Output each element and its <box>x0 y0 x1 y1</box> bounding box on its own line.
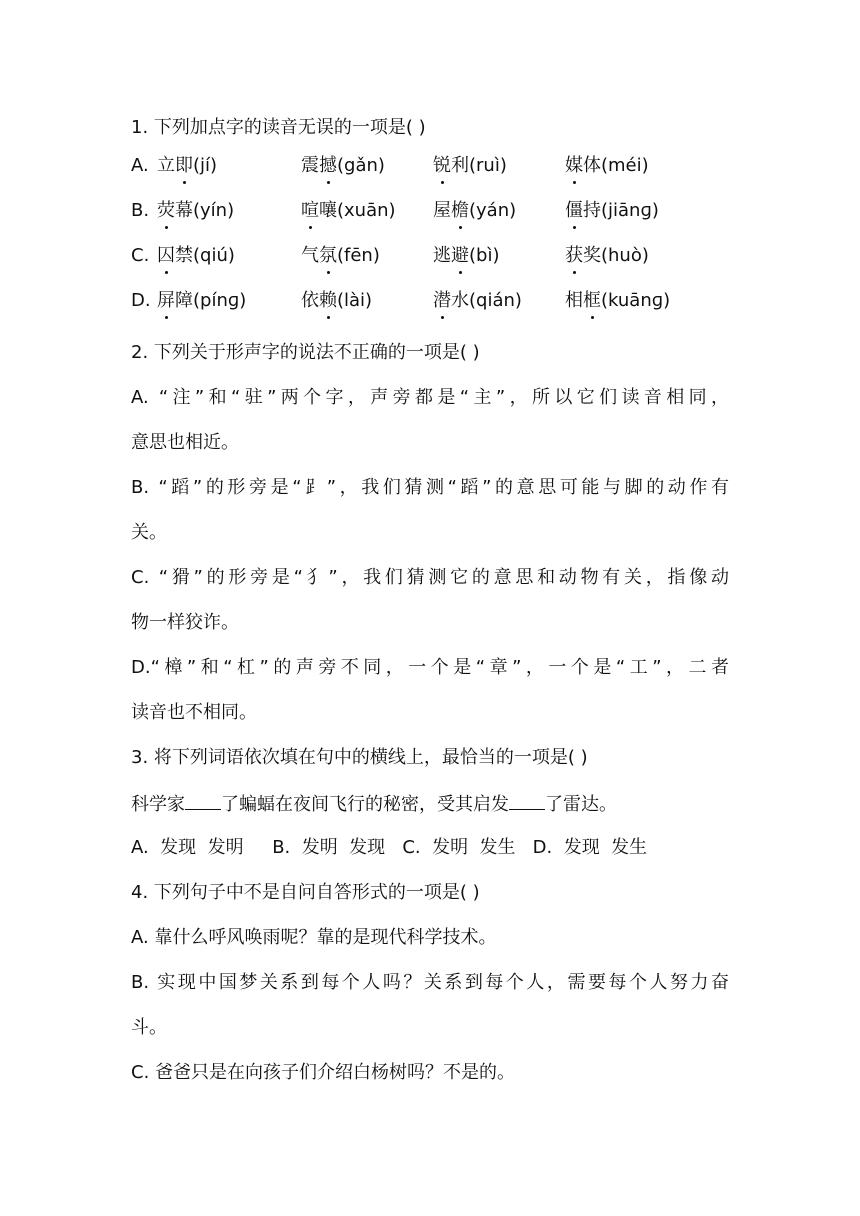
character: 依 <box>301 290 319 311</box>
sentence-part-2: 了蝙蝠在夜间飞行的秘密，受其启发 <box>221 794 509 815</box>
dotted-character: 避 <box>451 245 469 266</box>
character: 嚷 <box>319 200 337 221</box>
question-2-option-b-line-1: B. “蹈”的形旁是“⻊”，我们猜测“蹈”的意思可能与脚的动作有 <box>131 477 729 498</box>
option-word <box>301 199 396 223</box>
character: 持 <box>583 200 601 221</box>
question-3-options: A. 发现 发明 B. 发明 发现 C. 发明 发生 D. 发现 发生 <box>131 837 648 858</box>
option-word <box>157 244 235 268</box>
option-word <box>565 244 649 268</box>
dotted-character: 撼 <box>319 155 337 176</box>
dotted-character: 赖 <box>319 290 337 311</box>
character: 立 <box>157 155 175 176</box>
option-word <box>157 199 234 223</box>
character: 幕 <box>175 200 193 221</box>
fill-blank-2 <box>509 791 545 810</box>
option-word <box>157 154 217 178</box>
sentence-part-3: 了雷达。 <box>545 794 617 815</box>
option-word <box>301 289 372 313</box>
option-word <box>301 244 380 268</box>
pinyin: (xuān) <box>337 200 396 221</box>
dotted-character: 氛 <box>319 245 337 266</box>
pinyin: (pínɡ) <box>193 290 247 311</box>
option-word <box>565 154 649 178</box>
character: 逃 <box>433 245 451 266</box>
pinyin: (yán) <box>469 200 517 221</box>
pinyin: (fēn) <box>337 245 380 266</box>
pinyin: (qiú) <box>193 245 235 266</box>
question-4-option-a: A. 靠什么呼风唤雨呢？靠的是现代科学技术。 <box>131 927 497 948</box>
option-word <box>433 199 516 223</box>
character: 屋 <box>433 200 451 221</box>
dotted-character: 屏 <box>157 290 175 311</box>
question-2-option-c-line-2: 物一样狡诈。 <box>131 612 239 633</box>
dotted-character: 锐 <box>433 155 451 176</box>
character: 障 <box>175 290 193 311</box>
option-word <box>433 289 522 313</box>
pinyin: (jí) <box>193 155 218 176</box>
question-2-stem: 2. 下列关于形声字的说法不正确的一项是( ) <box>131 342 480 363</box>
question-3-sentence <box>131 791 617 817</box>
option-letter: D. <box>131 290 151 311</box>
option-word <box>157 289 246 313</box>
question-2-option-d-line-2: 读音也不相同。 <box>131 702 257 723</box>
pinyin: (ruì) <box>469 155 507 176</box>
dotted-character: 僵 <box>565 200 583 221</box>
question-2-option-a-line-1: A. “注”和“驻”两个字，声旁都是“主”，所以它们读音相同， <box>131 387 729 408</box>
option-word <box>433 154 507 178</box>
question-4-stem: 4. 下列句子中不是自问自答形式的一项是( ) <box>131 882 480 903</box>
pinyin: (gǎn) <box>337 155 385 176</box>
pinyin: (huò) <box>601 245 649 266</box>
pinyin: (kuānɡ) <box>601 290 671 311</box>
option-letter: A. <box>131 155 149 176</box>
character: 奖 <box>583 245 601 266</box>
option-word <box>565 199 659 223</box>
pinyin: (jiānɡ) <box>601 200 659 221</box>
option-word <box>565 289 670 313</box>
question-2-option-a-line-2: 意思也相近。 <box>131 432 239 453</box>
character: 相 <box>565 290 583 311</box>
character: 禁 <box>175 245 193 266</box>
option-letter: C. <box>131 245 150 266</box>
question-2-option-b-line-2: 关。 <box>131 522 167 543</box>
question-1-stem: 1. 下列加点字的读音无误的一项是( ) <box>131 117 426 138</box>
question-2-option-c-line-1: C. “猾”的形旁是“犭”，我们猜测它的意思和动物有关，指像动 <box>131 567 729 588</box>
pinyin: (qián) <box>469 290 522 311</box>
question-4-option-b-line-2: 斗。 <box>131 1017 167 1038</box>
option-word <box>301 154 385 178</box>
question-3-stem: 3. 将下列词语依次填在句中的横线上，最恰当的一项是( ) <box>131 747 588 768</box>
character: 利 <box>451 155 469 176</box>
character: 体 <box>583 155 601 176</box>
dotted-character: 即 <box>175 155 193 176</box>
pinyin: (lài) <box>337 290 373 311</box>
fill-blank-1 <box>185 791 221 810</box>
dotted-character: 获 <box>565 245 583 266</box>
option-word <box>433 244 499 268</box>
question-4-option-c: C. 爸爸只是在向孩子们介绍白杨树吗？不是的。 <box>131 1062 516 1083</box>
pinyin: (yín) <box>193 200 235 221</box>
pinyin: (méi) <box>601 155 649 176</box>
sentence-part-1: 科学家 <box>131 794 185 815</box>
option-letter: B. <box>131 200 150 221</box>
dotted-character: 框 <box>583 290 601 311</box>
dotted-character: 潜 <box>433 290 451 311</box>
dotted-character: 喧 <box>301 200 319 221</box>
pinyin: (bì) <box>469 245 500 266</box>
question-2-option-d-line-1: D.“樟”和“杠”的声旁不同，一个是“章”，一个是“工”，二者 <box>131 657 729 678</box>
character: 震 <box>301 155 319 176</box>
question-4-option-b-line-1: B. 实现中国梦关系到每个人吗？关系到每个人，需要每个人努力奋 <box>131 972 729 993</box>
character: 气 <box>301 245 319 266</box>
character: 水 <box>451 290 469 311</box>
dotted-character: 媒 <box>565 155 583 176</box>
dotted-character: 囚 <box>157 245 175 266</box>
dotted-character: 檐 <box>451 200 469 221</box>
dotted-character: 荧 <box>157 200 175 221</box>
